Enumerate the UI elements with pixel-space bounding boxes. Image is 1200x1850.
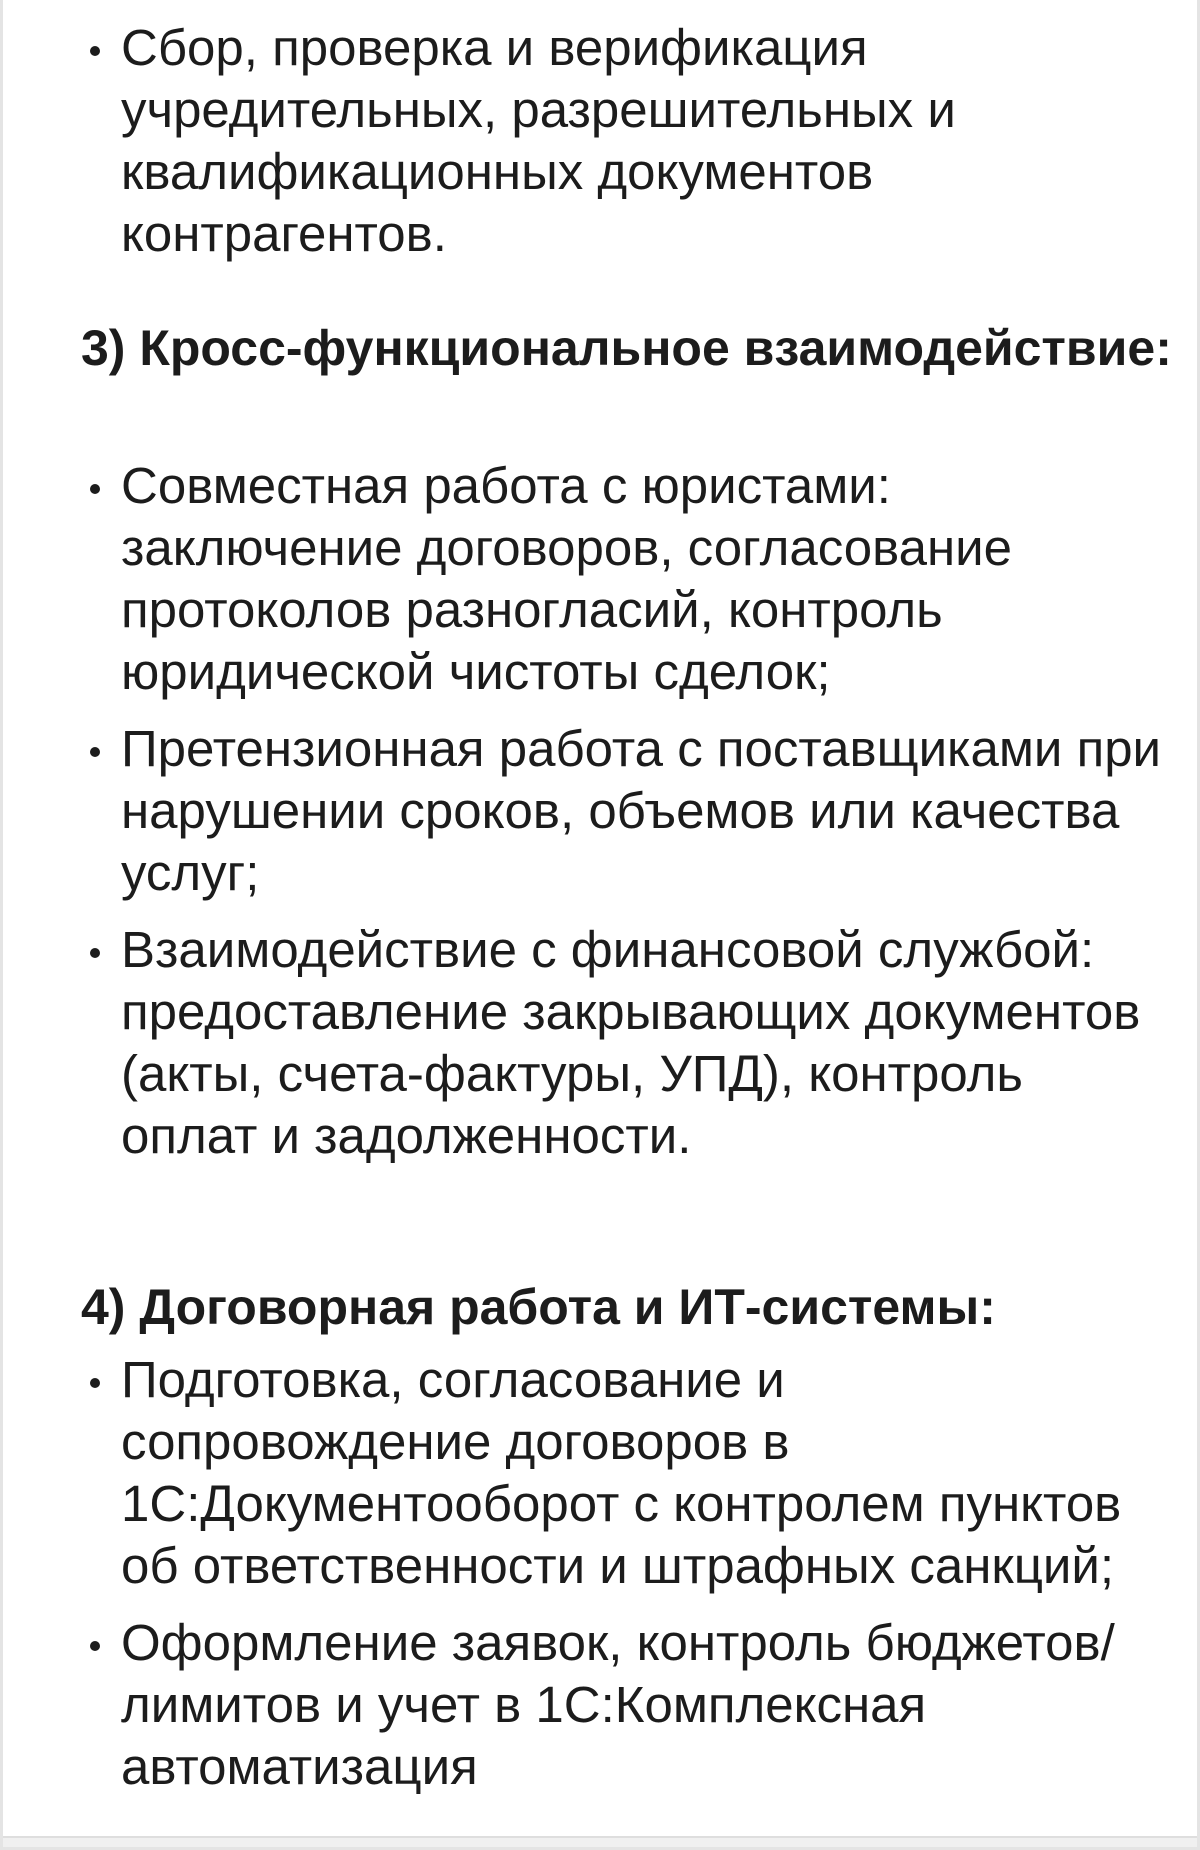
list-item-text: Подготовка, согласование и сопровождение договоров в 1С:Документооборот с контролем пунктов об ответственности и штрафных санкций;: [121, 1351, 1122, 1594]
list-item-text: Претензионная работа с поставщиками при нарушении сроков, объемов или качества услуг;: [121, 720, 1162, 901]
bullet-list-section-3: [3, 455, 1200, 1182]
bullet-icon: [90, 1378, 100, 1388]
section-heading-3: 3) Кросс-функциональное взаимодействие:: [81, 320, 1172, 376]
bottom-divider: [3, 1836, 1200, 1847]
bullet-icon: [90, 1641, 100, 1651]
bullet-icon: [90, 46, 100, 56]
bullet-icon: [90, 484, 100, 494]
bullet-icon: [90, 747, 100, 757]
list-item: [3, 919, 1200, 1167]
list-item: [3, 1349, 1200, 1597]
list-item-text: Сбор, проверка и верификация учредительных, разрешительных и квалификационных документов контрагентов.: [121, 19, 956, 262]
list-item-text: Взаимодействие с финансовой службой: предоставление закрывающих документов (акты, счета-фактуры, УПД), контроль оплат и задолженности.: [121, 921, 1141, 1164]
list-item: [3, 718, 1200, 904]
bullet-list-section-4: [3, 1349, 1200, 1813]
bullet-list-intro: [3, 17, 1200, 280]
list-item: [3, 1612, 1200, 1798]
section-heading-4: 4) Договорная работа и ИТ-системы:: [81, 1279, 996, 1335]
list-item-text: Совместная работа с юристами: заключение договоров, согласование протоколов разногласий, контроль юридической чистоты сделок;: [121, 457, 1013, 700]
list-item: [3, 455, 1200, 703]
bullet-icon: [90, 948, 100, 958]
list-item-text: Оформление заявок, контроль бюджетов/лимитов и учет в 1С:Комплексная автоматизация: [121, 1614, 1115, 1795]
list-item: [3, 17, 1200, 265]
